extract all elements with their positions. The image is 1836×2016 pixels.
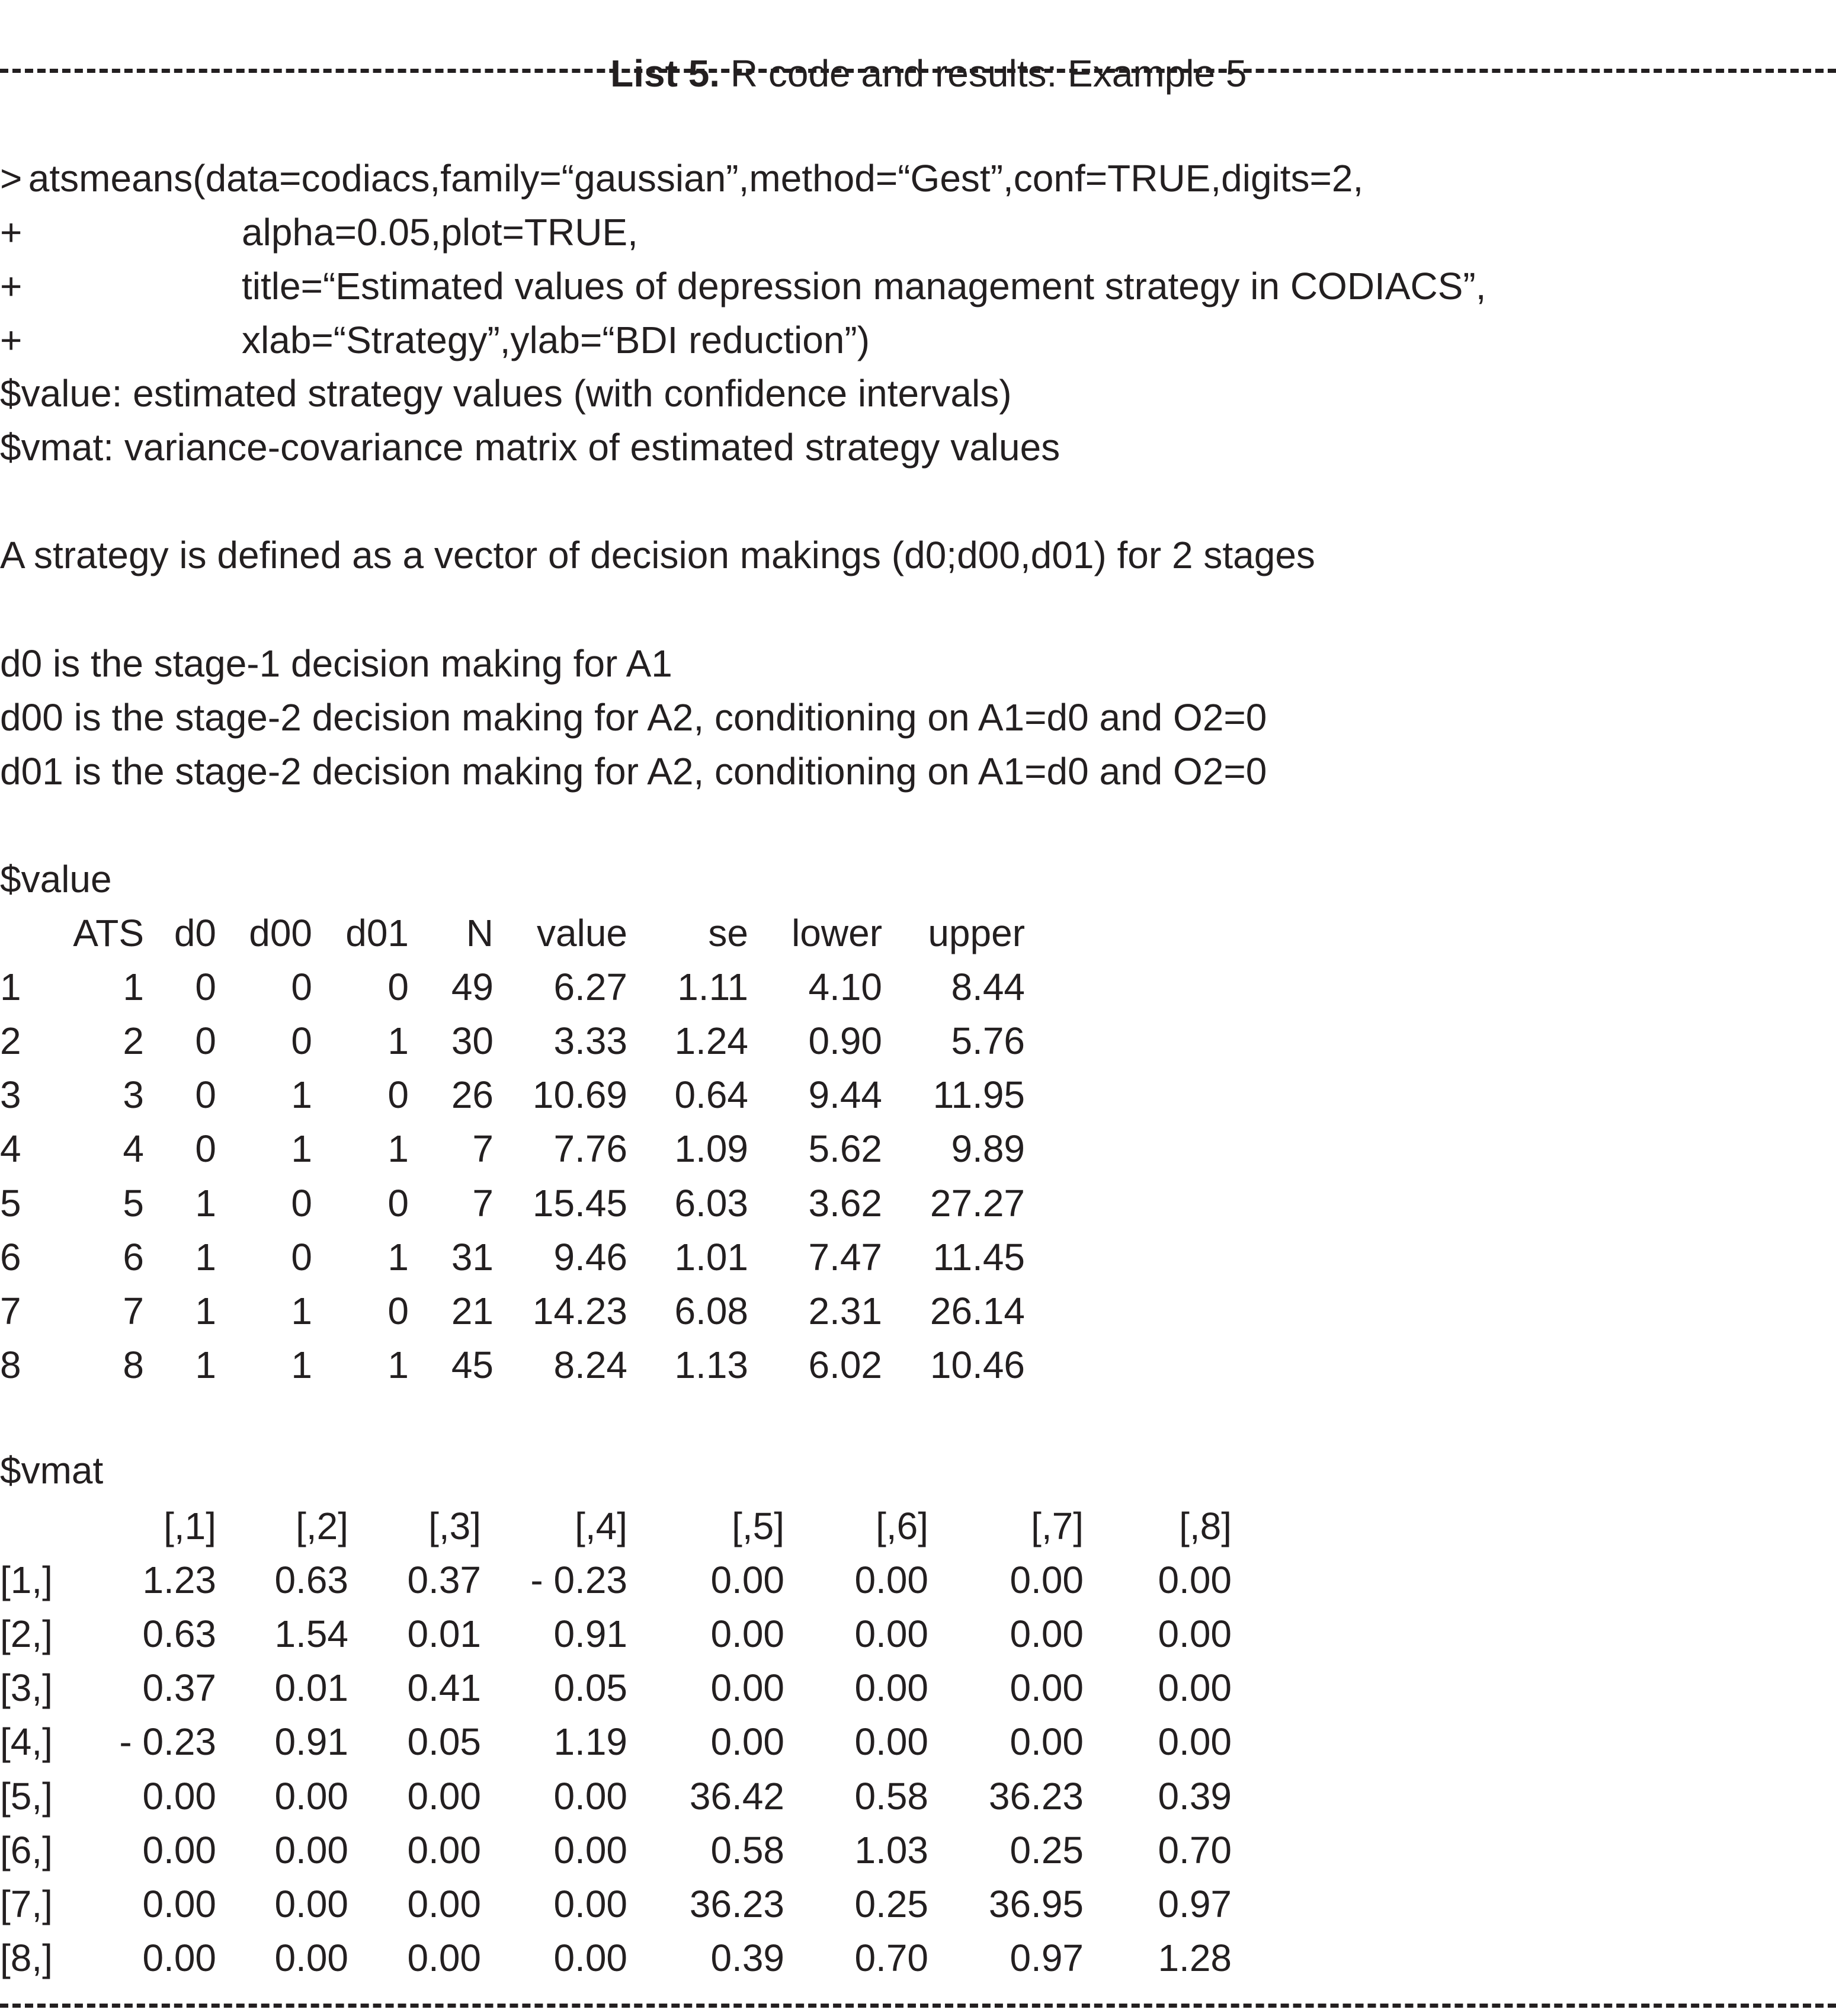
table-cell: 1 [387, 1235, 409, 1278]
row-label: 4 [0, 1127, 21, 1171]
table-cell: 3.33 [553, 1020, 627, 1063]
table-cell: 1 [195, 1235, 216, 1278]
table-cell: 9.89 [951, 1127, 1025, 1171]
table-cell: 3 [123, 1073, 144, 1117]
table-row [0, 960, 1836, 1014]
table-cell: 9.46 [553, 1235, 627, 1278]
table-cell: 1 [291, 1289, 312, 1332]
row-label: [4,] [0, 1720, 53, 1764]
table-cell: 1 [387, 1343, 409, 1386]
table-cell: 0.00 [142, 1882, 216, 1925]
table-cell: 0.70 [1158, 1828, 1232, 1871]
row-label: [7,] [0, 1882, 53, 1925]
column-header: [,8] [1179, 1505, 1232, 1547]
table-cell: 0.00 [553, 1882, 627, 1925]
table-cell: 0 [195, 1073, 216, 1117]
column-header: ATS [73, 912, 144, 954]
row-label: 1 [0, 966, 21, 1009]
code-line-4 [0, 259, 1836, 361]
table-cell: 0 [195, 966, 216, 1009]
row-label: 2 [0, 1020, 21, 1063]
table-cell: 0 [291, 1181, 312, 1225]
table-cell: 0.00 [142, 1936, 216, 1979]
code-line-2 [0, 152, 1836, 254]
table-cell: 0.01 [274, 1666, 348, 1710]
table-cell: 1 [387, 1127, 409, 1171]
table-cell: 8.44 [951, 966, 1025, 1009]
table-cell: 6.08 [674, 1289, 748, 1332]
table-cell: 14.23 [532, 1289, 627, 1332]
table-cell: 0.39 [1158, 1774, 1232, 1818]
row-label: 5 [0, 1181, 21, 1225]
table-cell: 0 [291, 1020, 312, 1063]
table-cell: 0.00 [854, 1559, 928, 1602]
table-cell: 0.00 [1010, 1720, 1084, 1764]
value-description: $value: estimated strategy values (with confidence intervals) [0, 372, 1012, 415]
table-cell: 0.05 [407, 1720, 481, 1764]
table-cell: 0.01 [407, 1613, 481, 1656]
table-cell: 0.97 [1158, 1882, 1232, 1925]
table-cell: 11.45 [933, 1235, 1025, 1278]
table-cell: 7.47 [808, 1235, 882, 1278]
d01-definition: d01 is the stage-2 decision making for A2, conditioning on A1=d0 and O2=0 [0, 750, 1267, 793]
table-cell: 0.64 [674, 1073, 748, 1117]
table-cell: 2.31 [808, 1289, 882, 1332]
table-cell: 5.76 [951, 1020, 1025, 1063]
column-header: [,2] [296, 1505, 348, 1547]
continuation-symbol: + [0, 319, 23, 361]
value-label: $value [0, 858, 112, 900]
code-text: xlab=“Strategy”,ylab=“BDI reduction”) [242, 319, 870, 361]
table-cell: 1 [195, 1289, 216, 1332]
table-cell: 8.24 [553, 1343, 627, 1386]
table-cell: 36.42 [689, 1774, 784, 1818]
table-cell: 0.00 [407, 1936, 481, 1979]
table-cell: 9.44 [808, 1073, 882, 1117]
bottom-divider [0, 2004, 1836, 2008]
table-cell: 0.58 [710, 1828, 784, 1871]
table-cell: 45 [451, 1343, 494, 1386]
table-cell: 10.46 [930, 1343, 1025, 1386]
table-cell: 0.00 [710, 1720, 784, 1764]
table-cell: 0.00 [710, 1613, 784, 1656]
column-header: [,7] [1031, 1505, 1084, 1547]
code-text: title=“Estimated values of depression management strategy in CODIACS”, [242, 265, 1486, 307]
table-cell: 0.58 [854, 1774, 928, 1818]
table-header-row [0, 1499, 1836, 1553]
table-cell: 8 [123, 1343, 144, 1386]
table-cell: 1.03 [854, 1828, 928, 1871]
table-cell: 1 [291, 1073, 312, 1117]
table-cell: 0.90 [808, 1020, 882, 1063]
top-divider [0, 69, 1836, 73]
table-cell: 36.23 [689, 1882, 784, 1925]
table-cell: 0.97 [1010, 1936, 1084, 1979]
table-cell: 1.23 [142, 1559, 216, 1602]
table-cell: 1.01 [674, 1235, 748, 1278]
table-cell: 0.00 [1010, 1559, 1084, 1602]
table-cell: 1.54 [274, 1613, 348, 1656]
table-row [0, 1770, 1836, 1823]
table-cell: 0.00 [407, 1774, 481, 1818]
table-cell: 1 [291, 1343, 312, 1386]
column-header: d00 [249, 912, 312, 954]
table-cell: 7 [472, 1181, 494, 1225]
table-row [0, 1014, 1836, 1068]
continuation-symbol: + [0, 211, 23, 254]
table-cell: 3.62 [808, 1181, 882, 1225]
table-cell: 0.00 [854, 1613, 928, 1656]
table-cell: 15.45 [532, 1181, 627, 1225]
table-cell: - 0.23 [530, 1559, 627, 1602]
column-header: value [537, 912, 627, 954]
table-cell: 0.91 [274, 1720, 348, 1764]
table-cell: 0.05 [553, 1666, 627, 1710]
table-row [0, 1823, 1836, 1877]
table-cell: 1 [123, 966, 144, 1009]
column-header: [,5] [732, 1505, 784, 1547]
table-cell: 0 [387, 1073, 409, 1117]
table-cell: 5.62 [808, 1127, 882, 1171]
table-cell: 0.00 [274, 1882, 348, 1925]
table-cell: 0.00 [274, 1828, 348, 1871]
table-cell: 36.23 [988, 1774, 1084, 1818]
table-row [0, 1661, 1836, 1715]
table-cell: 6.03 [674, 1181, 748, 1225]
table-cell: 10.69 [532, 1073, 627, 1117]
table-cell: 6.02 [808, 1343, 882, 1386]
table-cell: 0.63 [142, 1613, 216, 1656]
column-header: se [708, 912, 748, 954]
table-cell: 30 [451, 1020, 494, 1063]
table-cell: 0.70 [854, 1936, 928, 1979]
table-cell: 1.19 [553, 1720, 627, 1764]
code-text: atsmeans(data=codiacs,family=“gaussian”,method=“Gest”,conf=TRUE,digits=2, [18, 157, 1364, 200]
prompt-symbol: > [0, 157, 23, 200]
strategy-definition: A strategy is defined as a vector of decision makings (d0;d00,d01) for 2 stages [0, 534, 1315, 576]
table-cell: 0.39 [710, 1936, 784, 1979]
code-text: alpha=0.05,plot=TRUE, [242, 211, 638, 254]
row-label: [6,] [0, 1828, 53, 1871]
table-cell: 0.37 [407, 1559, 481, 1602]
table-cell: 1.28 [1158, 1936, 1232, 1979]
table-cell: 0.00 [274, 1936, 348, 1979]
table-cell: - 0.23 [119, 1720, 216, 1764]
code-line-1 [0, 98, 1364, 200]
table-cell: 0 [291, 966, 312, 1009]
table-cell: 0.37 [142, 1666, 216, 1710]
table-cell: 1 [387, 1020, 409, 1063]
column-header: d0 [174, 912, 216, 954]
column-header: d01 [345, 912, 409, 954]
table-cell: 26.14 [930, 1289, 1025, 1332]
table-cell: 0.00 [407, 1882, 481, 1925]
table-cell: 0.00 [1158, 1666, 1232, 1710]
table-cell: 7.76 [553, 1127, 627, 1171]
table-cell: 0.00 [1158, 1720, 1232, 1764]
column-header: [,3] [428, 1505, 481, 1547]
table-cell: 0.00 [553, 1936, 627, 1979]
table-cell: 27.27 [930, 1181, 1025, 1225]
table-cell: 0.00 [1158, 1613, 1232, 1656]
table-row [0, 1284, 1836, 1338]
table-cell: 11.95 [933, 1073, 1025, 1117]
table-cell: 0.25 [854, 1882, 928, 1925]
table-cell: 4 [123, 1127, 144, 1171]
table-cell: 0.00 [142, 1774, 216, 1818]
table-cell: 0.91 [553, 1613, 627, 1656]
table-cell: 0.00 [854, 1720, 928, 1764]
column-header: upper [928, 912, 1025, 954]
table-cell: 6.27 [553, 966, 627, 1009]
vmat-description: $vmat: variance-covariance matrix of estimated strategy values [0, 426, 1060, 469]
continuation-symbol: + [0, 265, 23, 307]
row-label: 8 [0, 1343, 21, 1386]
table-row [0, 1122, 1836, 1176]
table-cell: 0.00 [553, 1774, 627, 1818]
table-row [0, 1607, 1836, 1661]
vmat-label: $vmat [0, 1449, 104, 1492]
table-cell: 1 [291, 1127, 312, 1171]
table-cell: 7 [472, 1127, 494, 1171]
row-label: 6 [0, 1235, 21, 1278]
row-label: [5,] [0, 1774, 53, 1818]
table-cell: 0 [291, 1235, 312, 1278]
table-cell: 1 [195, 1343, 216, 1386]
list-title-text: R code and results: Example 5 [720, 52, 1247, 95]
table-cell: 0.00 [710, 1666, 784, 1710]
table-cell: 4.10 [808, 966, 882, 1009]
table-cell: 0.00 [854, 1666, 928, 1710]
table-cell: 1.24 [674, 1020, 748, 1063]
row-label: 3 [0, 1073, 21, 1117]
table-cell: 0 [387, 1289, 409, 1332]
code-line-3 [0, 206, 1836, 307]
table-cell: 0.00 [553, 1828, 627, 1871]
list-title [0, 0, 1836, 95]
d0-definition: d0 is the stage-1 decision making for A1 [0, 642, 672, 685]
table-cell: 0 [387, 1181, 409, 1225]
row-label: [2,] [0, 1613, 53, 1656]
table-cell: 0.00 [710, 1559, 784, 1602]
table-cell: 0.00 [1010, 1666, 1084, 1710]
list-title-number: List 5. [610, 52, 720, 95]
table-cell: 0.00 [142, 1828, 216, 1871]
d00-definition: d00 is the stage-2 decision making for A2, conditioning on A1=d0 and O2=0 [0, 696, 1267, 739]
table-row [0, 1931, 1836, 1985]
table-row [0, 1553, 1836, 1607]
table-cell: 0.41 [407, 1666, 481, 1710]
table-cell: 1 [195, 1181, 216, 1225]
column-header: [,4] [575, 1505, 627, 1547]
table-cell: 49 [451, 966, 494, 1009]
table-cell: 1.09 [674, 1127, 748, 1171]
table-cell: 0 [387, 966, 409, 1009]
column-header: lower [792, 912, 882, 954]
table-cell: 36.95 [988, 1882, 1084, 1925]
table-cell: 0 [195, 1020, 216, 1063]
table-row [0, 1068, 1836, 1122]
row-label: [1,] [0, 1559, 53, 1602]
table-row [0, 1715, 1836, 1769]
table-row [0, 1177, 1836, 1230]
table-header-row [0, 906, 1836, 960]
table-cell: 1.11 [677, 966, 748, 1009]
table-cell: 6 [123, 1235, 144, 1278]
row-label: [8,] [0, 1936, 53, 1979]
column-header: [,1] [164, 1505, 216, 1547]
table-cell: 0.00 [407, 1828, 481, 1871]
table-cell: 7 [123, 1289, 144, 1332]
table-cell: 0.00 [274, 1774, 348, 1818]
table-cell: 2 [123, 1020, 144, 1063]
table-cell: 0.63 [274, 1559, 348, 1602]
table-cell: 31 [451, 1235, 494, 1278]
table-cell: 0.00 [1158, 1559, 1232, 1602]
row-label: [3,] [0, 1666, 53, 1710]
row-label: 7 [0, 1289, 21, 1332]
table-cell: 5 [123, 1181, 144, 1225]
table-cell: 0.00 [1010, 1613, 1084, 1656]
table-row [0, 1230, 1836, 1284]
table-cell: 0 [195, 1127, 216, 1171]
column-header: N [466, 912, 494, 954]
table-row [0, 1338, 1836, 1392]
table-cell: 0.25 [1010, 1828, 1084, 1871]
table-cell: 1.13 [674, 1343, 748, 1386]
table-cell: 26 [451, 1073, 494, 1117]
column-header: [,6] [876, 1505, 928, 1547]
table-cell: 21 [451, 1289, 494, 1332]
table-row [0, 1877, 1836, 1931]
